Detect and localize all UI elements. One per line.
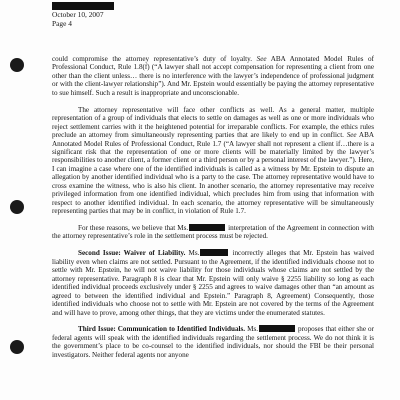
- redaction-bar: [52, 2, 114, 10]
- header-page-number: Page 4: [52, 18, 72, 28]
- section-heading: Third Issue: Communication to Identified Individuals.: [78, 325, 246, 334]
- paragraph-conclusion: For these reasons, we believe that Ms. interpretation of the Agreement in connection with the attorney representative’s role in the settlement process must be rejected.: [52, 224, 374, 241]
- paragraph-communication: Third Issue: Communication to Identified Individuals. Ms. proposes that either she or federal agents will speak with the identified individuals regarding the settlement process. We do not think it is the government’s place to be co-counsel to the identified individuals, nor should the FBI be their personal investigators. Neither federal agents nor anyone: [52, 325, 374, 359]
- paragraph-waiver-of-liability: Second Issue: Waiver of Liability. Ms. incorrectly alleges that Mr. Epstein has waived liability even when claims are not settled. Pursuant to the Agreement, if the identified individuals choose not to settle with Mr. Epstein, he will not waive liability for those individuals whose claims are not settled by the attorney representative. Paragraph 8 is clear that Mr. Epstein will only waive § 2255 liability so long as each identified individual proceeds exclusively under § 2255 and agrees to waive damages other than “an amount as agreed to between the identified individual and Epstein.” Paragraph 8, Agreement) Consequently, those identified individuals who choose not to settle with Mr. Epstein are not covered by the terms of the Agreement and will have to prove, among other things, that they are victims under the enumerated statutes.: [52, 249, 374, 317]
- redaction-bar: [259, 325, 295, 332]
- letter-body: [52, 55, 374, 368]
- section-heading: Second Issue: Waiver of Liability.: [78, 249, 186, 258]
- binder-hole: [10, 340, 24, 354]
- binder-hole: [10, 200, 24, 214]
- letter-header: [52, 2, 114, 28]
- binder-hole: [10, 58, 24, 72]
- paragraph-other-conflicts: The attorney representative will face other conflicts as well. As a general matter, multiple representation of a group of individuals that elects to settle on damages as well as one or more individuals who reject settlement carries with it the heightened potential for irreparable conflicts. For example, the ethics rules preclude an attorney from simultaneously representing parties that are likely to end up in conflict. See ABA Annotated Model Rules of Professional Conduct, Rule 1.7 (“A lawyer shall not represent a client if…there is a significant risk that the representation of one or more clients will be materially limited by the lawyer’s responsibilities to another client, a former client or a third person or by a personal interest of the lawyer.”). Here, I can imagine a case where one of the identified individuals is called as a witness by Mr. Epstein to dispute an allegation by another identified individual who is a party to the case. The attorney representative would have to cross examine the witness, who is also his client. In another scenario, the attorney representative may receive privileged information from one identified individual, which precludes him from using that information with respect to another identified individual. In each scenario, the attorney representative will be simultaneously representing parties that may be in conflict, in violation of Rule 1.7.: [52, 105, 375, 216]
- redaction-bar: [189, 224, 225, 231]
- redaction-bar: [200, 249, 228, 256]
- header-date: October 10, 2007: [52, 10, 104, 19]
- paragraph-duty-of-loyalty: could compromise the attorney representative’s duty of loyalty. See ABA Annotated Model Rules of Professional Conduct, Rule 1.8(f) (“A lawyer shall not accept compensation for representing a client from one other than the client unless… there is no interference with the lawyer’s independence of professional judgment or with the client-lawyer relationship”). And Mr. Epstein would essentially be paying the attorney representative to sue himself. Such a result is inappropriate and unconscionable.: [52, 55, 374, 97]
